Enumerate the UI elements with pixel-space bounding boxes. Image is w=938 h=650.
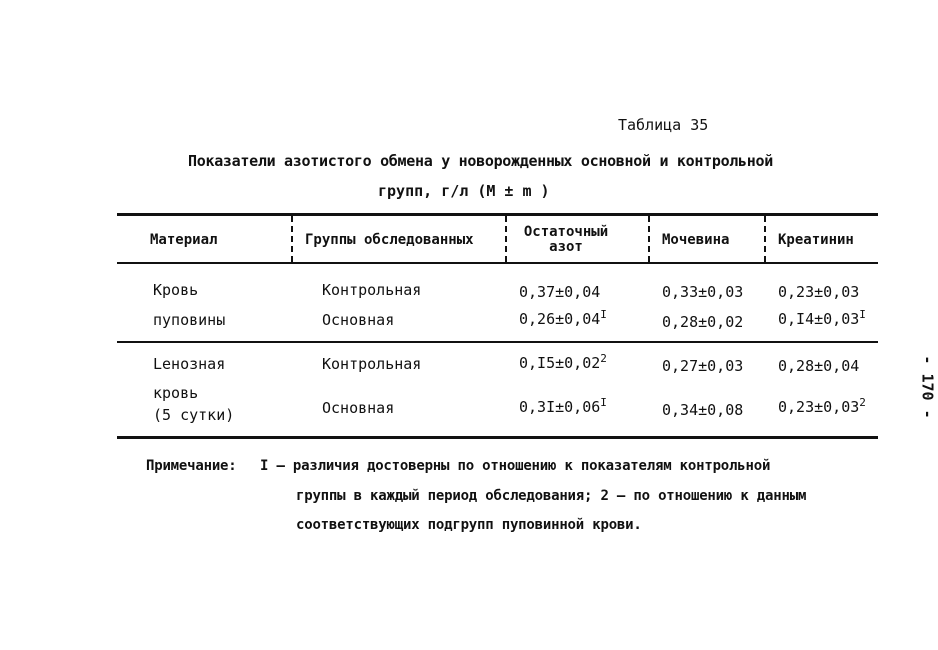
note-line3: соответствующих подгрупп пуповинной крови. bbox=[296, 517, 642, 533]
header-urea: Мочевина bbox=[662, 232, 730, 248]
table-title-line1: Показатели азотистого обмена у новорожденных основной и контрольной bbox=[188, 152, 773, 170]
cell-material: кровь bbox=[153, 384, 199, 402]
cell-group: Основная bbox=[322, 399, 395, 417]
cell-urea: 0,28±0,02 bbox=[662, 313, 744, 331]
table-label: Таблица 35 bbox=[618, 116, 709, 134]
note-line2: группы в каждый период обследования; 2 – по отношению к данным bbox=[296, 488, 807, 504]
cell-urea: 0,33±0,03 bbox=[662, 283, 744, 301]
cell-nitrogen: $0,26\pm 0,04^I$ bbox=[519, 308, 607, 328]
column-separator bbox=[764, 216, 766, 262]
table-middle-rule bbox=[117, 341, 878, 343]
table-header-rule bbox=[117, 262, 878, 264]
cell-creatinine: $0,I4\pm 0,03^I$ bbox=[778, 308, 866, 328]
cell-nitrogen: 0,37±0,04 bbox=[519, 283, 601, 301]
cell-creatinine: $0,23\pm 0,03^2$ bbox=[778, 396, 866, 416]
cell-group: Контрольная bbox=[322, 281, 422, 299]
cell-material: Lенозная bbox=[153, 355, 226, 373]
column-separator bbox=[291, 216, 293, 262]
cell-material: пуповины bbox=[153, 311, 226, 329]
cell-group: Контрольная bbox=[322, 355, 422, 373]
cell-group: Основная bbox=[322, 311, 395, 329]
cell-urea: 0,34±0,08 bbox=[662, 401, 744, 419]
cell-material-line2: (5 сутки) bbox=[153, 406, 235, 424]
note-label: Примечание: bbox=[146, 458, 237, 474]
header-groups: Группы обследованных bbox=[305, 232, 474, 248]
header-residual-nitrogen-line2: азот bbox=[549, 239, 583, 255]
column-separator bbox=[505, 216, 507, 262]
cell-creatinine: 0,28±0,04 bbox=[778, 357, 860, 375]
cell-material: Кровь bbox=[153, 281, 199, 299]
cell-creatinine: 0,23±0,03 bbox=[778, 283, 860, 301]
column-separator bbox=[648, 216, 650, 262]
page-number: - 170 - bbox=[918, 355, 937, 419]
cell-nitrogen: $0,3I\pm 0,06^I$ bbox=[519, 396, 607, 416]
header-creatinine: Креатинин bbox=[778, 232, 854, 248]
header-residual-nitrogen-line1: Остаточный bbox=[523, 224, 609, 240]
header-material: Материал bbox=[150, 232, 218, 248]
note-line1: I – различия достоверны по отношению к показателям контрольной bbox=[260, 458, 771, 474]
header-residual-nitrogen bbox=[516, 225, 616, 255]
cell-nitrogen: $0,I5\pm 0,02^2$ bbox=[519, 352, 607, 372]
table-title-line2: групп, г/л (М ± m ) bbox=[378, 182, 550, 200]
table-bottom-rule bbox=[117, 436, 878, 439]
cell-urea: 0,27±0,03 bbox=[662, 357, 744, 375]
